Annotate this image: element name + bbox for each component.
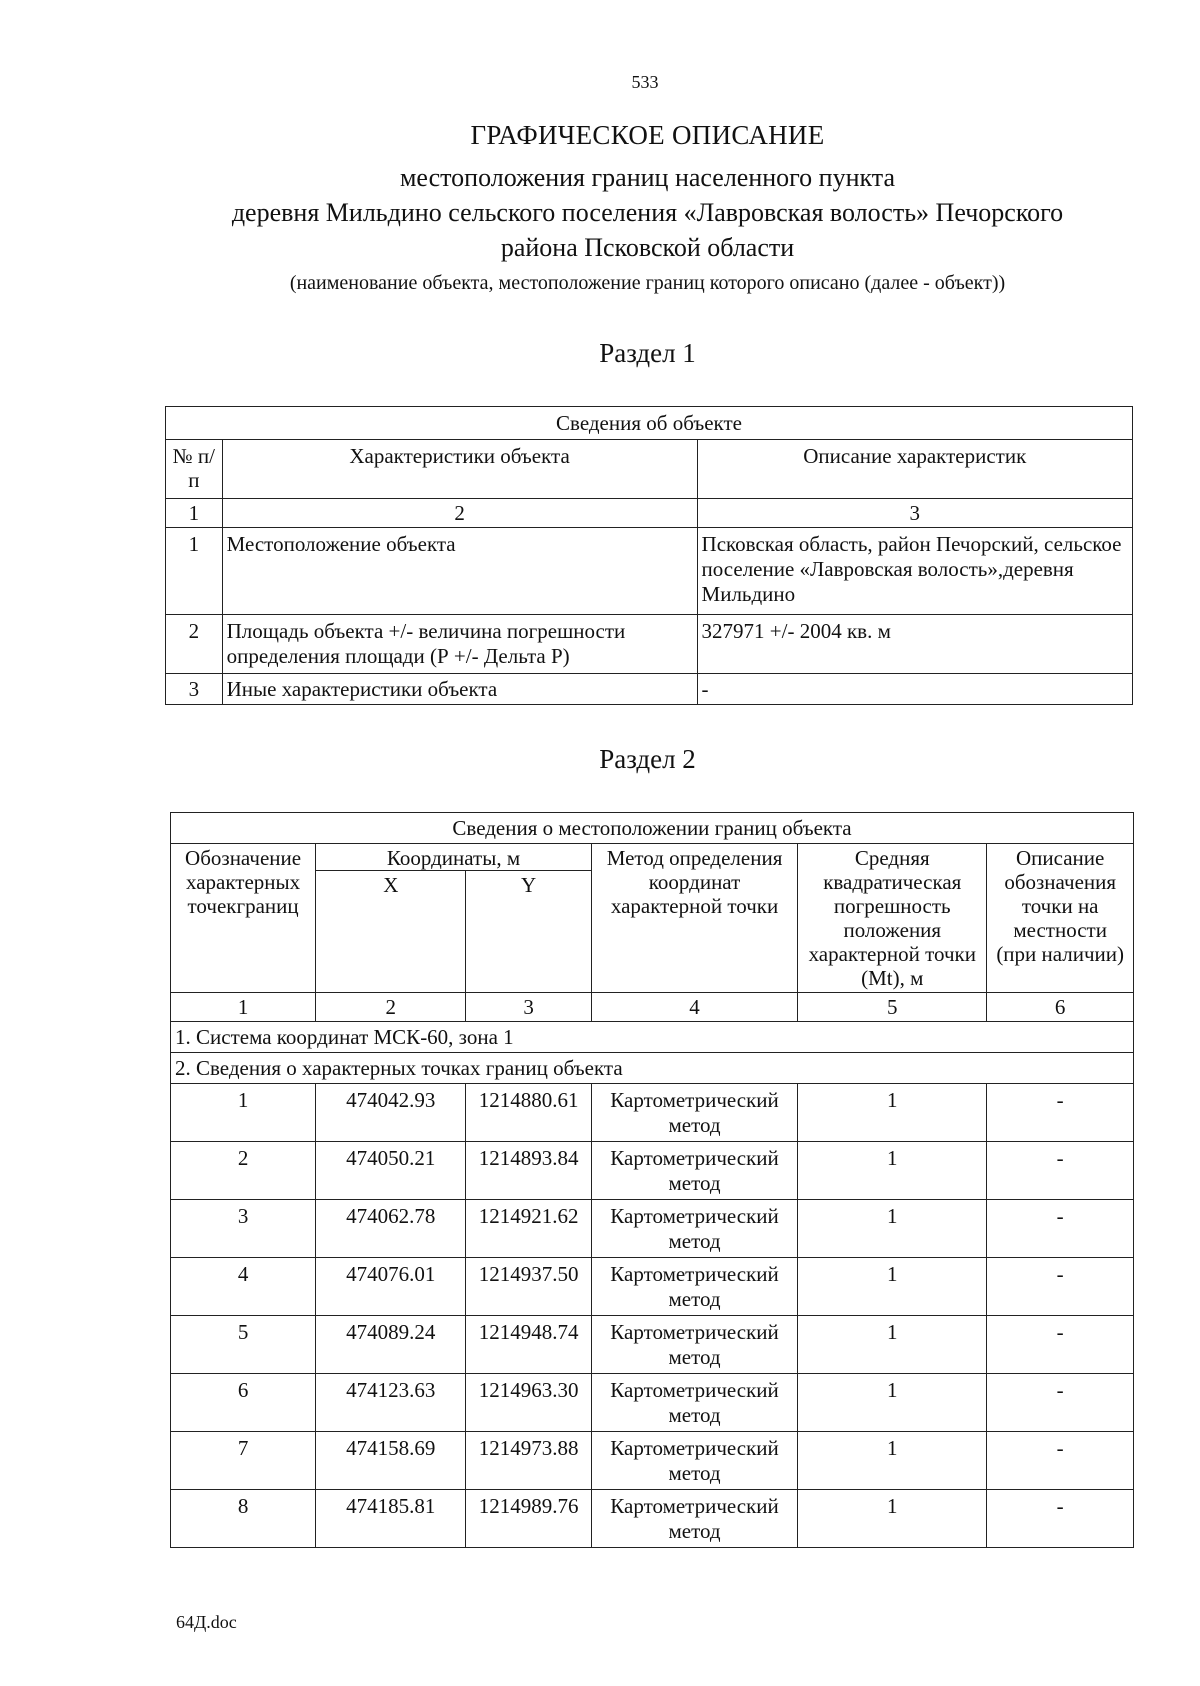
point-y: 1214948.74: [466, 1316, 591, 1374]
point-number: 3: [171, 1200, 316, 1258]
table-row: [171, 1490, 1134, 1548]
table-row: [171, 1142, 1134, 1200]
point-x: 474076.01: [316, 1258, 466, 1316]
point-mt: 1: [798, 1316, 987, 1374]
table-row: [171, 1200, 1134, 1258]
header-x: X: [316, 871, 466, 993]
table-row: [166, 615, 1133, 674]
point-description: -: [987, 1316, 1134, 1374]
table-row: [171, 1084, 1134, 1142]
point-method: Картометрический метод: [591, 1374, 797, 1432]
column-number: 2: [222, 499, 697, 528]
header-point-description: Описание обозначения точки на местности (при наличии): [987, 844, 1134, 993]
object-info-caption: Сведения об объекте: [166, 407, 1133, 440]
point-description: -: [987, 1490, 1134, 1548]
point-number: 7: [171, 1432, 316, 1490]
point-method: Картометрический метод: [591, 1258, 797, 1316]
point-mt: 1: [798, 1142, 987, 1200]
point-number: 8: [171, 1490, 316, 1548]
point-description: -: [987, 1432, 1134, 1490]
point-y: 1214937.50: [466, 1258, 591, 1316]
header-description: Описание характеристик: [697, 440, 1132, 499]
point-number: 4: [171, 1258, 316, 1316]
row-number: 3: [166, 674, 223, 705]
point-method: Картометрический метод: [591, 1200, 797, 1258]
point-method: Картометрический метод: [591, 1432, 797, 1490]
subtitle-line-3: района Псковской области: [500, 233, 795, 262]
point-x: 474050.21: [316, 1142, 466, 1200]
point-mt: 1: [798, 1258, 987, 1316]
row-number: 1: [166, 528, 223, 615]
subtitle-line-2: деревня Мильдино сельского поселения «Лавровская волость» Печорского: [231, 198, 1064, 227]
column-number: 4: [591, 993, 797, 1022]
point-x: 474042.93: [316, 1084, 466, 1142]
characteristic-name: Местоположение объекта: [222, 528, 697, 615]
point-number: 1: [171, 1084, 316, 1142]
point-number: 6: [171, 1374, 316, 1432]
object-info-table: [165, 406, 1133, 705]
column-number: 2: [316, 993, 466, 1022]
header-error: Средняя квадратическая погрешность положения характерной точки (Mt), м: [798, 844, 987, 993]
point-description: -: [987, 1258, 1134, 1316]
point-x: 474062.78: [316, 1200, 466, 1258]
file-name-footer: 64Д.doc: [176, 1612, 237, 1632]
point-description: -: [987, 1374, 1134, 1432]
point-mt: 1: [798, 1490, 987, 1548]
header-characteristics: Характеристики объекта: [222, 440, 697, 499]
characteristic-value: Псковская область, район Печорский, сельское поселение «Лавровская волость»,деревня Мильдино: [697, 528, 1132, 615]
point-x: 474123.63: [316, 1374, 466, 1432]
characteristic-name: Иные характеристики объекта: [222, 674, 697, 705]
point-number: 5: [171, 1316, 316, 1374]
column-number: 3: [697, 499, 1132, 528]
characteristic-value: 327971 +/- 2004 кв. м: [697, 615, 1132, 674]
table-row: [171, 1316, 1134, 1374]
column-number: 5: [798, 993, 987, 1022]
document-title: ГРАФИЧЕСКОЕ ОПИСАНИЕ: [470, 120, 825, 150]
header-method: Метод определения координат характерной точки: [591, 844, 797, 993]
header-designation: Обозначение характерных точекграниц: [171, 844, 316, 993]
point-description: -: [987, 1084, 1134, 1142]
point-description: -: [987, 1142, 1134, 1200]
point-method: Картометрический метод: [591, 1084, 797, 1142]
table-row: [166, 674, 1133, 705]
point-y: 1214893.84: [466, 1142, 591, 1200]
page-number: 533: [631, 72, 659, 92]
table-row: [171, 1432, 1134, 1490]
column-number: 3: [466, 993, 591, 1022]
point-y: 1214880.61: [466, 1084, 591, 1142]
object-caption: (наименование объекта, местоположение границ которого описано (далее - объект)): [289, 272, 1006, 294]
point-x: 474185.81: [316, 1490, 466, 1548]
column-number: 6: [987, 993, 1134, 1022]
point-method: Картометрический метод: [591, 1316, 797, 1374]
characteristic-value: -: [697, 674, 1132, 705]
points-caption: 2. Сведения о характерных точках границ объекта: [171, 1053, 1134, 1084]
point-method: Картометрический метод: [591, 1490, 797, 1548]
point-mt: 1: [798, 1432, 987, 1490]
section-2-title: Раздел 2: [599, 744, 696, 774]
point-y: 1214963.30: [466, 1374, 591, 1432]
point-y: 1214973.88: [466, 1432, 591, 1490]
coordinate-system: 1. Система координат МСК-60, зона 1: [171, 1022, 1134, 1053]
column-number: 1: [171, 993, 316, 1022]
section-1-title: Раздел 1: [599, 338, 696, 368]
header-number: № п/п: [166, 440, 223, 499]
point-x: 474158.69: [316, 1432, 466, 1490]
table-row: [171, 1258, 1134, 1316]
table-row: [166, 528, 1133, 615]
table-row: [171, 1374, 1134, 1432]
point-x: 474089.24: [316, 1316, 466, 1374]
boundary-caption: Сведения о местоположении границ объекта: [171, 813, 1134, 844]
point-mt: 1: [798, 1374, 987, 1432]
point-method: Картометрический метод: [591, 1142, 797, 1200]
row-number: 2: [166, 615, 223, 674]
point-y: 1214921.62: [466, 1200, 591, 1258]
point-mt: 1: [798, 1084, 987, 1142]
point-mt: 1: [798, 1200, 987, 1258]
header-y: Y: [466, 871, 591, 993]
characteristic-name: Площадь объекта +/- величина погрешности определения площади (Р +/- Дельта Р): [222, 615, 697, 674]
column-number: 1: [166, 499, 223, 528]
point-y: 1214989.76: [466, 1490, 591, 1548]
point-number: 2: [171, 1142, 316, 1200]
header-coordinates: Координаты, м: [316, 844, 592, 871]
subtitle-line-1: местоположения границ населенного пункта: [399, 163, 896, 192]
boundary-points-table: [170, 812, 1134, 1548]
point-description: -: [987, 1200, 1134, 1258]
